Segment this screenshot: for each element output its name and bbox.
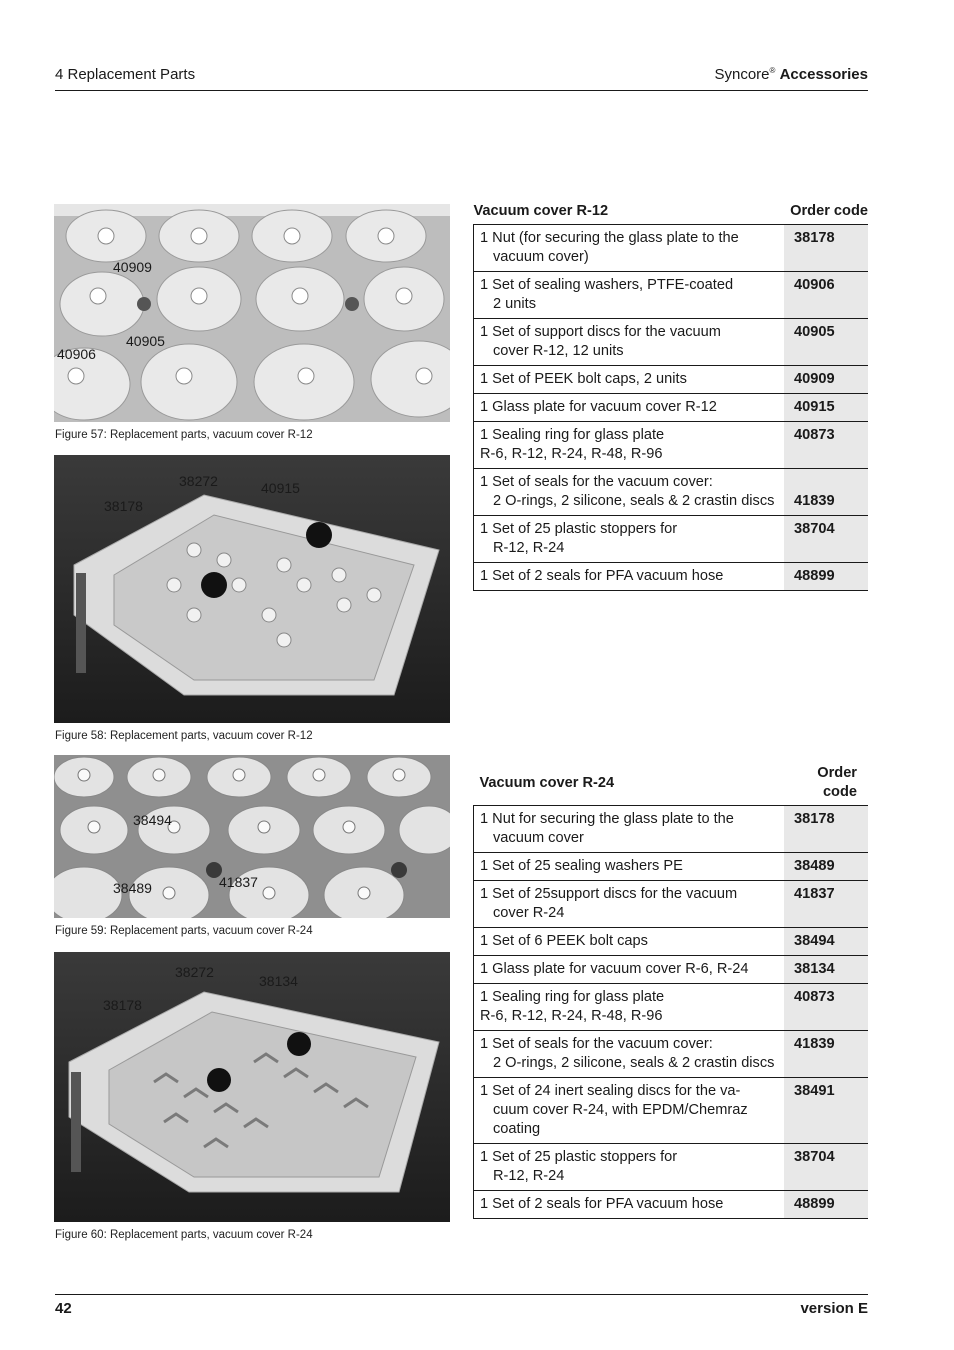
table-row [474,928,869,956]
order-code: 38489 [784,853,868,881]
order-code: 41839 [784,1031,868,1078]
table-r24-title: Vacuum cover R-24 [474,764,785,806]
table-row [474,1191,869,1219]
section-title: 4 Replacement Parts [55,66,196,83]
row-text: 1 Set of 25 sealing washers PE [480,858,683,874]
order-code: 40873 [784,984,868,1031]
row-text: 2 units [493,296,536,312]
table-row [474,225,869,272]
order-code: 38494 [784,928,868,956]
table-row [474,956,869,984]
table-row [474,272,869,319]
footer-rule [55,1294,868,1295]
callout-38178-r24: 38178 [103,997,142,1013]
row-text: 1 Sealing ring for glass plate [480,989,665,1005]
row-text: vacuum cover [493,830,584,846]
row-text: 1 Sealing ring for glass plate [480,427,665,443]
callout-38134: 38134 [259,973,298,989]
figure-59-caption: Figure 59: Replacement parts, vacuum cover R-24 [55,925,313,937]
callout-38272: 38272 [179,473,218,489]
callout-40906: 40906 [57,346,96,362]
version-label: version E [800,1300,868,1317]
figure-58-caption: Figure 58: Replacement parts, vacuum cover R-12 [55,730,313,742]
order-code: 38704 [784,1144,868,1191]
figure-58-photo [54,455,450,723]
table-row [474,516,869,563]
order-code: 40906 [784,272,868,319]
order-code: 40909 [784,366,868,394]
row-text: R-6, R-12, R-24, R-48, R-96 [480,446,663,462]
order-code: 40915 [784,394,868,422]
parts-table-r12 [473,202,868,591]
row-text: 1 Set of sealing washers, PTFE-coated [480,277,734,293]
parts-table-r24 [473,764,868,1219]
row-text: 1 Set of PEEK bolt caps, 2 units [480,371,687,387]
table-r24-code-header: Order code [784,764,868,806]
row-text: 1 Set of 2 seals for PFA vacuum hose [480,1196,724,1212]
row-text: 2 O-rings, 2 silicone, seals & 2 crastin discs [493,493,775,509]
table-row [474,984,869,1031]
row-text: R-12, R-24 [493,540,565,556]
row-text: 1 Set of 25 plastic stoppers for [480,521,678,537]
order-code: 38178 [784,225,868,272]
header-rule [55,90,868,91]
table-row [474,563,869,591]
table-r12-code-header: Order code [784,202,868,225]
order-code: 48899 [784,1191,868,1219]
callout-41837: 41837 [219,874,258,890]
row-text: 1 Nut for securing the glass plate to the [480,811,734,827]
order-code: 41839 [784,469,868,516]
row-text: R-12, R-24 [493,1168,565,1184]
table-row [474,394,869,422]
table-row [474,1078,869,1144]
brand-accessories: Accessories [779,66,868,83]
row-text: 1 Set of seals for the vacuum cover: [480,1036,713,1052]
table-row [474,366,869,394]
table-row [474,806,869,853]
order-code: 38491 [784,1078,868,1144]
row-text: coating [493,1121,541,1137]
brand-header [714,66,868,83]
figure-57-photo [54,204,450,422]
figure-60-photo [54,952,450,1222]
row-text: 1 Glass plate for vacuum cover R-12 [480,399,717,415]
callout-38178: 38178 [104,498,143,514]
row-text: 1 Set of 25 plastic stoppers for [480,1149,678,1165]
row-text: cover R-12, 12 units [493,343,624,359]
order-code: 48899 [784,563,868,591]
figure-60-caption: Figure 60: Replacement parts, vacuum cover R-24 [55,1229,313,1241]
callout-40909: 40909 [113,259,152,275]
table-row [474,422,869,469]
table-r12-title: Vacuum cover R-12 [474,202,785,225]
brand-name: Syncore [714,66,770,83]
row-text: vacuum cover) [493,249,589,265]
order-code: 41837 [784,881,868,928]
table-row [474,1144,869,1191]
row-text: 1 Glass plate for vacuum cover R-6, R-24 [480,961,749,977]
row-text: cover R-24 [493,905,565,921]
table-row [474,1031,869,1078]
row-text: 1 Set of 24 inert sealing discs for the va- [480,1083,741,1099]
page-number: 42 [55,1300,72,1317]
figure-57-caption: Figure 57: Replacement parts, vacuum cover R-12 [55,429,313,441]
order-code: 38704 [784,516,868,563]
row-text: 1 Set of 25support discs for the vacuum [480,886,738,902]
callout-38272-r24: 38272 [175,964,214,980]
row-text: cuum cover R-24, with EPDM/Chemraz [493,1102,748,1118]
row-text: 1 Set of seals for the vacuum cover: [480,474,713,490]
order-code: 40905 [784,319,868,366]
row-text: 1 Nut (for securing the glass plate to the [480,230,739,246]
row-text: 1 Set of 2 seals for PFA vacuum hose [480,568,724,584]
order-code: 38178 [784,806,868,853]
callout-38494: 38494 [133,812,172,828]
registered-mark: ® [769,66,776,75]
order-code: 40873 [784,422,868,469]
row-text: 1 Set of support discs for the vacuum [480,324,721,340]
callout-38489: 38489 [113,880,152,896]
row-text: R-6, R-12, R-24, R-48, R-96 [480,1008,663,1024]
table-row [474,319,869,366]
table-row [474,853,869,881]
callout-40905: 40905 [126,333,165,349]
table-row [474,881,869,928]
table-row [474,469,869,516]
row-text: 1 Set of 6 PEEK bolt caps [480,933,648,949]
callout-40915: 40915 [261,480,300,496]
row-text: 2 O-rings, 2 silicone, seals & 2 crastin discs [493,1055,775,1071]
order-code: 38134 [784,956,868,984]
